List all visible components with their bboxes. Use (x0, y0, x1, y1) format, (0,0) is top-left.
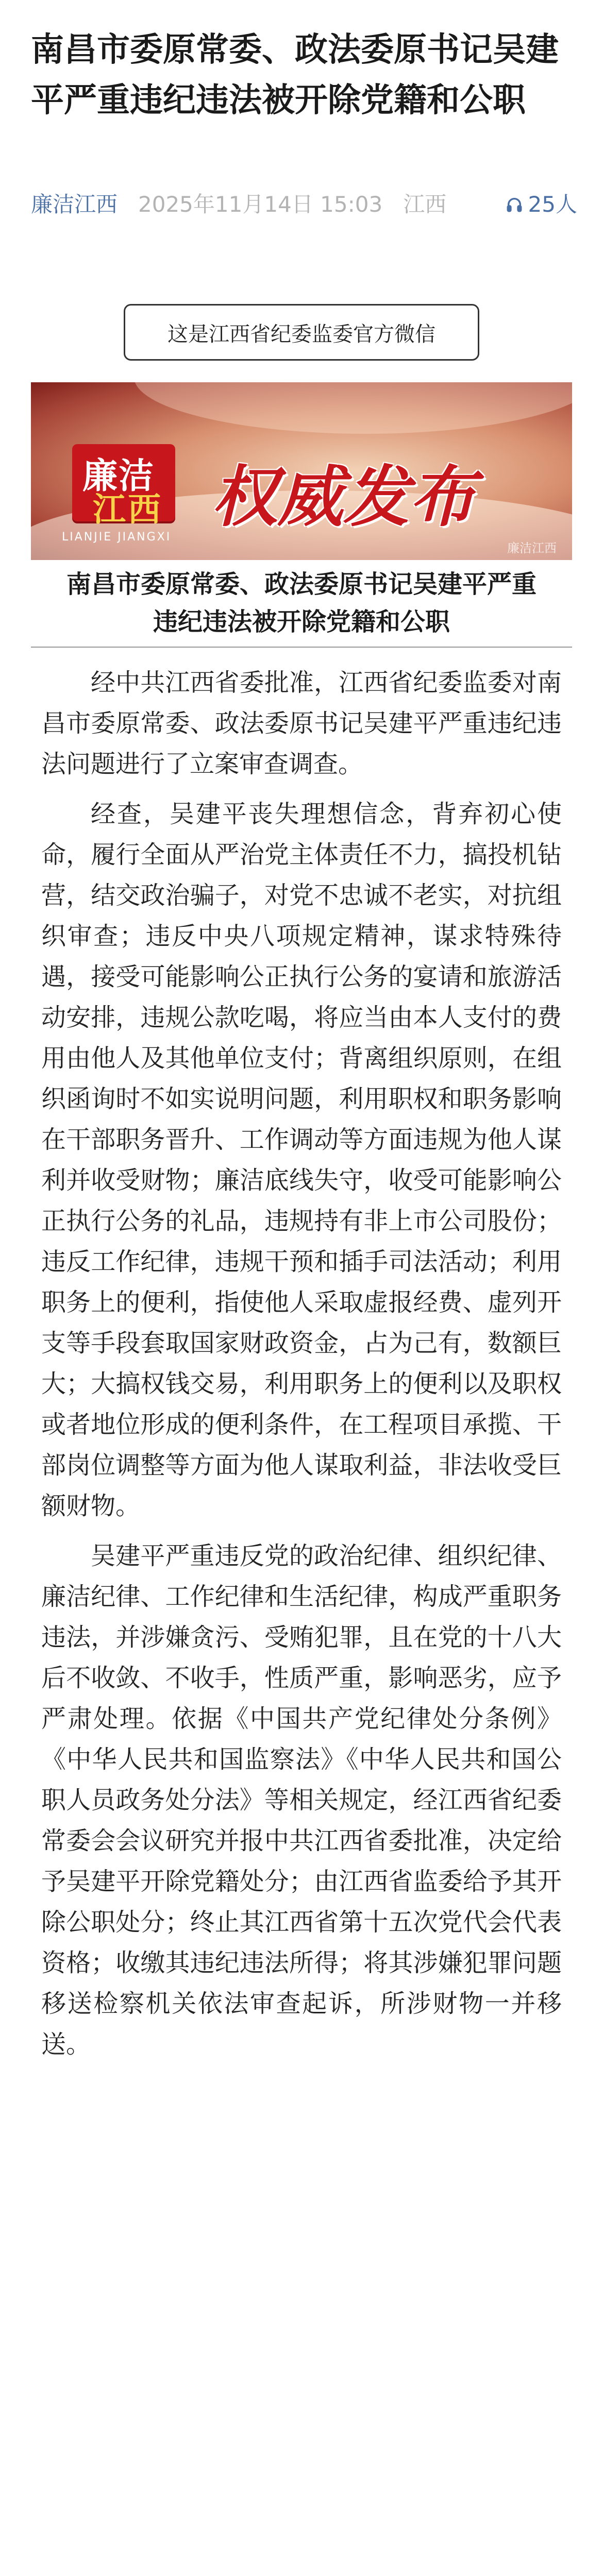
body-paragraph: 吴建平严重违反党的政治纪律、组织纪律、廉洁纪律、工作纪律和生活纪律，构成严重职务违法，并涉嫌贪污、受贿犯罪，且在党的十八大后不收敛、不收手，性质严重，影响恶劣，应予严肃处理。依据《中国共产党纪律处分条例》《中华人民共和国监察法》《中华人民共和国公职人员政务处分法》等相关规定，经江西省纪委常委会会议研究并报中共江西省委批准，决定给予吴建平开除党籍处分；由江西省监委给予其开除公职处分；终止其江西省第十五次党代会代表资格；收缴其违纪违法所得；将其涉嫌犯罪问题移送检察机关依法审查起诉，所涉财物一并移送。 (41, 1541, 562, 2059)
article-body (41, 663, 562, 2074)
body-paragraph: 经查，吴建平丧失理想信念，背弃初心使命，履行全面从严治党主体责任不力，搞投机钻营，结交政治骗子，对党不忠诚不老实，对抗组织审查；违反中央八项规定精神，谋求特殊待遇，接受可能影响公正执行公务的宴请和旅游活动安排，违规公款吃喝，将应当由本人支付的费用由他人及其他单位支付；背离组织原则，在组织函询时不如实说明问题，利用职权和职务影响在干部职务晋升、工作调动等方面违规为他人谋利并收受财物；廉洁底线失守，收受可能影响公正执行公务的礼品，违规持有非上市公司股份；违反工作纪律，违规干预和插手司法活动；利用职务上的便利，指使他人采取虚报经费、虚列开支等手段套取国家财政资金，占为己有，数额巨大；大搞权钱交易，利用职务上的便利以及职权或者地位形成的便利条件，在工程项目承揽、干部岗位调整等方面为他人谋取利益，非法收受巨额财物。 (41, 800, 562, 1520)
official-account-notice: 这是江西省纪委监委官方微信 (124, 304, 479, 361)
lianjie-jiangxi-logo (72, 444, 180, 527)
article-headline-box (31, 560, 572, 648)
headphones-icon (506, 196, 523, 213)
account-name-link[interactable]: 廉洁江西 (31, 192, 118, 217)
logo-text-line1: 廉洁 (82, 455, 155, 497)
logo-text-line2: 江西 (93, 490, 163, 529)
banner-image (31, 382, 572, 560)
logo-pinyin: LIANJIE JIANGXI (62, 531, 172, 544)
article-meta (31, 192, 577, 217)
banner-wave-decoration (134, 382, 572, 434)
publish-date: 2025年11月14日 15:03 (138, 192, 383, 217)
banner-watermark: 廉洁江西 (507, 541, 557, 555)
article-title: 南昌市委原常委、政法委原书记吴建平严重违纪违法被开除党籍和公职 (31, 31, 559, 120)
banner-slogan: 权威发布 (211, 459, 476, 536)
publish-region: 江西 (403, 192, 447, 217)
body-paragraph: 经中共江西省委批准，江西省纪委监委对南昌市委原常委、政法委原书记吴建平严重违纪违法问题进行了立案审查调查。 (41, 668, 562, 778)
article-headline: 南昌市委原常委、政法委原书记吴建平严重违纪违法被开除党籍和公职 (66, 570, 537, 636)
listen-button[interactable] (506, 192, 577, 217)
listen-count: 25人 (528, 192, 577, 217)
